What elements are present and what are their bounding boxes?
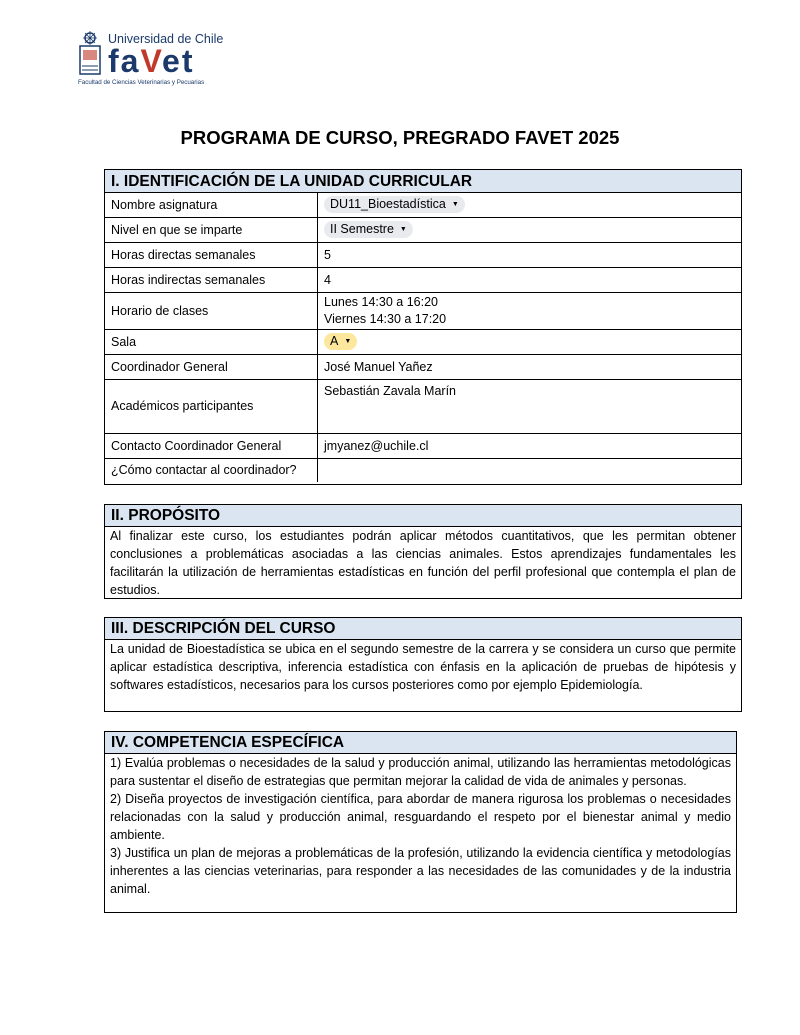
competence-item: 1) Evalúa problemas o necesidades de la salud y producción animal, utilizando las herramientas metodológicas para sustentar el diseño de estrategias que permitan mejorar la calidad de vida de animales y personas. [110, 756, 731, 788]
table-row [105, 292, 741, 329]
row-value: jmyanez@uchile.cl [318, 433, 742, 458]
description-text: La unidad de Bioestadística se ubica en el segundo semestre de la carrera y se considera un curso que permite aplicar estadística descriptiva, inferencia estadística con énfasis en la aplicación de pruebas de hipótesis y softwares estadísticos, necesarios para los cursos posteriores como por ejemplo Epidemiología. [110, 642, 736, 692]
dropdown-caret-icon: ▼ [451, 201, 459, 209]
row-label: Sala [105, 329, 318, 354]
row-label: Nivel en que se imparte [105, 217, 318, 242]
row-label: Horario de clases [105, 292, 318, 329]
table-row [105, 458, 741, 482]
section-heading: I. IDENTIFICACIÓN DE LA UNIDAD CURRICULAR [105, 170, 741, 193]
section-purpose [104, 504, 742, 599]
row-value: José Manuel Yañez [318, 354, 742, 379]
row-label: Nombre asignatura [105, 193, 318, 217]
purpose-text: Al finalizar este curso, los estudiantes podrán aplicar métodos cuantitativos, que les permitan obtener conclusiones a problemáticas asociadas a las ciencias animales. Estos aprendizajes fundamentales les facilitarán la utilización de herramientas estadísticas en función del perfil profesional que contempla el plan de estudios. [110, 529, 736, 597]
university-logo [78, 30, 228, 86]
row-label: Coordinador General [105, 354, 318, 379]
table-row [105, 242, 741, 267]
section-description [104, 617, 742, 712]
row-label: Académicos participantes [105, 379, 318, 433]
row-value [318, 217, 742, 242]
schedule-line: Viernes 14:30 a 17:20 [324, 311, 447, 326]
room-dropdown[interactable]: A ▼ [324, 333, 357, 350]
row-value [318, 292, 742, 329]
crest-icon [78, 30, 102, 80]
table-row [105, 433, 741, 458]
row-label: ¿Cómo contactar al coordinador? [105, 458, 318, 482]
table-row [105, 379, 741, 433]
section-heading: II. PROPÓSITO [105, 505, 741, 527]
row-value [318, 329, 742, 354]
table-row [105, 217, 741, 242]
university-name: Universidad de Chile [108, 32, 224, 46]
table-row [105, 193, 741, 217]
row-value [318, 193, 742, 217]
competence-item: 3) Justifica un plan de mejoras a problemáticas de la profesión, utilizando la evidencia científica y metodologías inherentes a las ciencias veterinarias, para responder a las necesidades de las comunidades y de la industria animal. [110, 846, 731, 896]
row-value [318, 458, 742, 482]
table-row [105, 267, 741, 292]
row-value: 4 [318, 267, 742, 292]
dropdown-caret-icon: ▼ [344, 338, 352, 346]
competence-item: 2) Diseña proyectos de investigación científica, para abordar de manera rigurosa los problemas o necesidades relacionadas con la salud y producción animal, resguardando el respeto por el bienestar animal y medio ambiente. [110, 792, 731, 842]
level-dropdown[interactable]: II Semestre ▼ [324, 221, 413, 238]
brand-wordmark: faVet [108, 43, 195, 79]
faculty-name: Facultad de Ciencias Veterinarias y Pecuarias [78, 79, 205, 86]
row-value: Sebastián Zavala Marín [318, 379, 742, 433]
row-label: Contacto Coordinador General [105, 433, 318, 458]
table-row [105, 354, 741, 379]
section-heading: IV. COMPETENCIA ESPECÍFICA [105, 732, 736, 754]
table-row [105, 329, 741, 354]
row-label: Horas directas semanales [105, 242, 318, 267]
page-title: PROGRAMA DE CURSO, PREGRADO FAVET 2025 [180, 127, 620, 148]
course-dropdown[interactable]: DU11_Bioestadística ▼ [324, 196, 465, 213]
schedule-line: Lunes 14:30 a 16:20 [324, 294, 438, 309]
section-heading: III. DESCRIPCIÓN DEL CURSO [105, 618, 741, 640]
row-value: 5 [318, 242, 742, 267]
identification-table [105, 193, 741, 482]
row-label: Horas indirectas semanales [105, 267, 318, 292]
section-identification [104, 169, 742, 485]
section-competence [104, 731, 737, 913]
competence-list [105, 754, 736, 898]
dropdown-caret-icon: ▼ [399, 226, 407, 234]
